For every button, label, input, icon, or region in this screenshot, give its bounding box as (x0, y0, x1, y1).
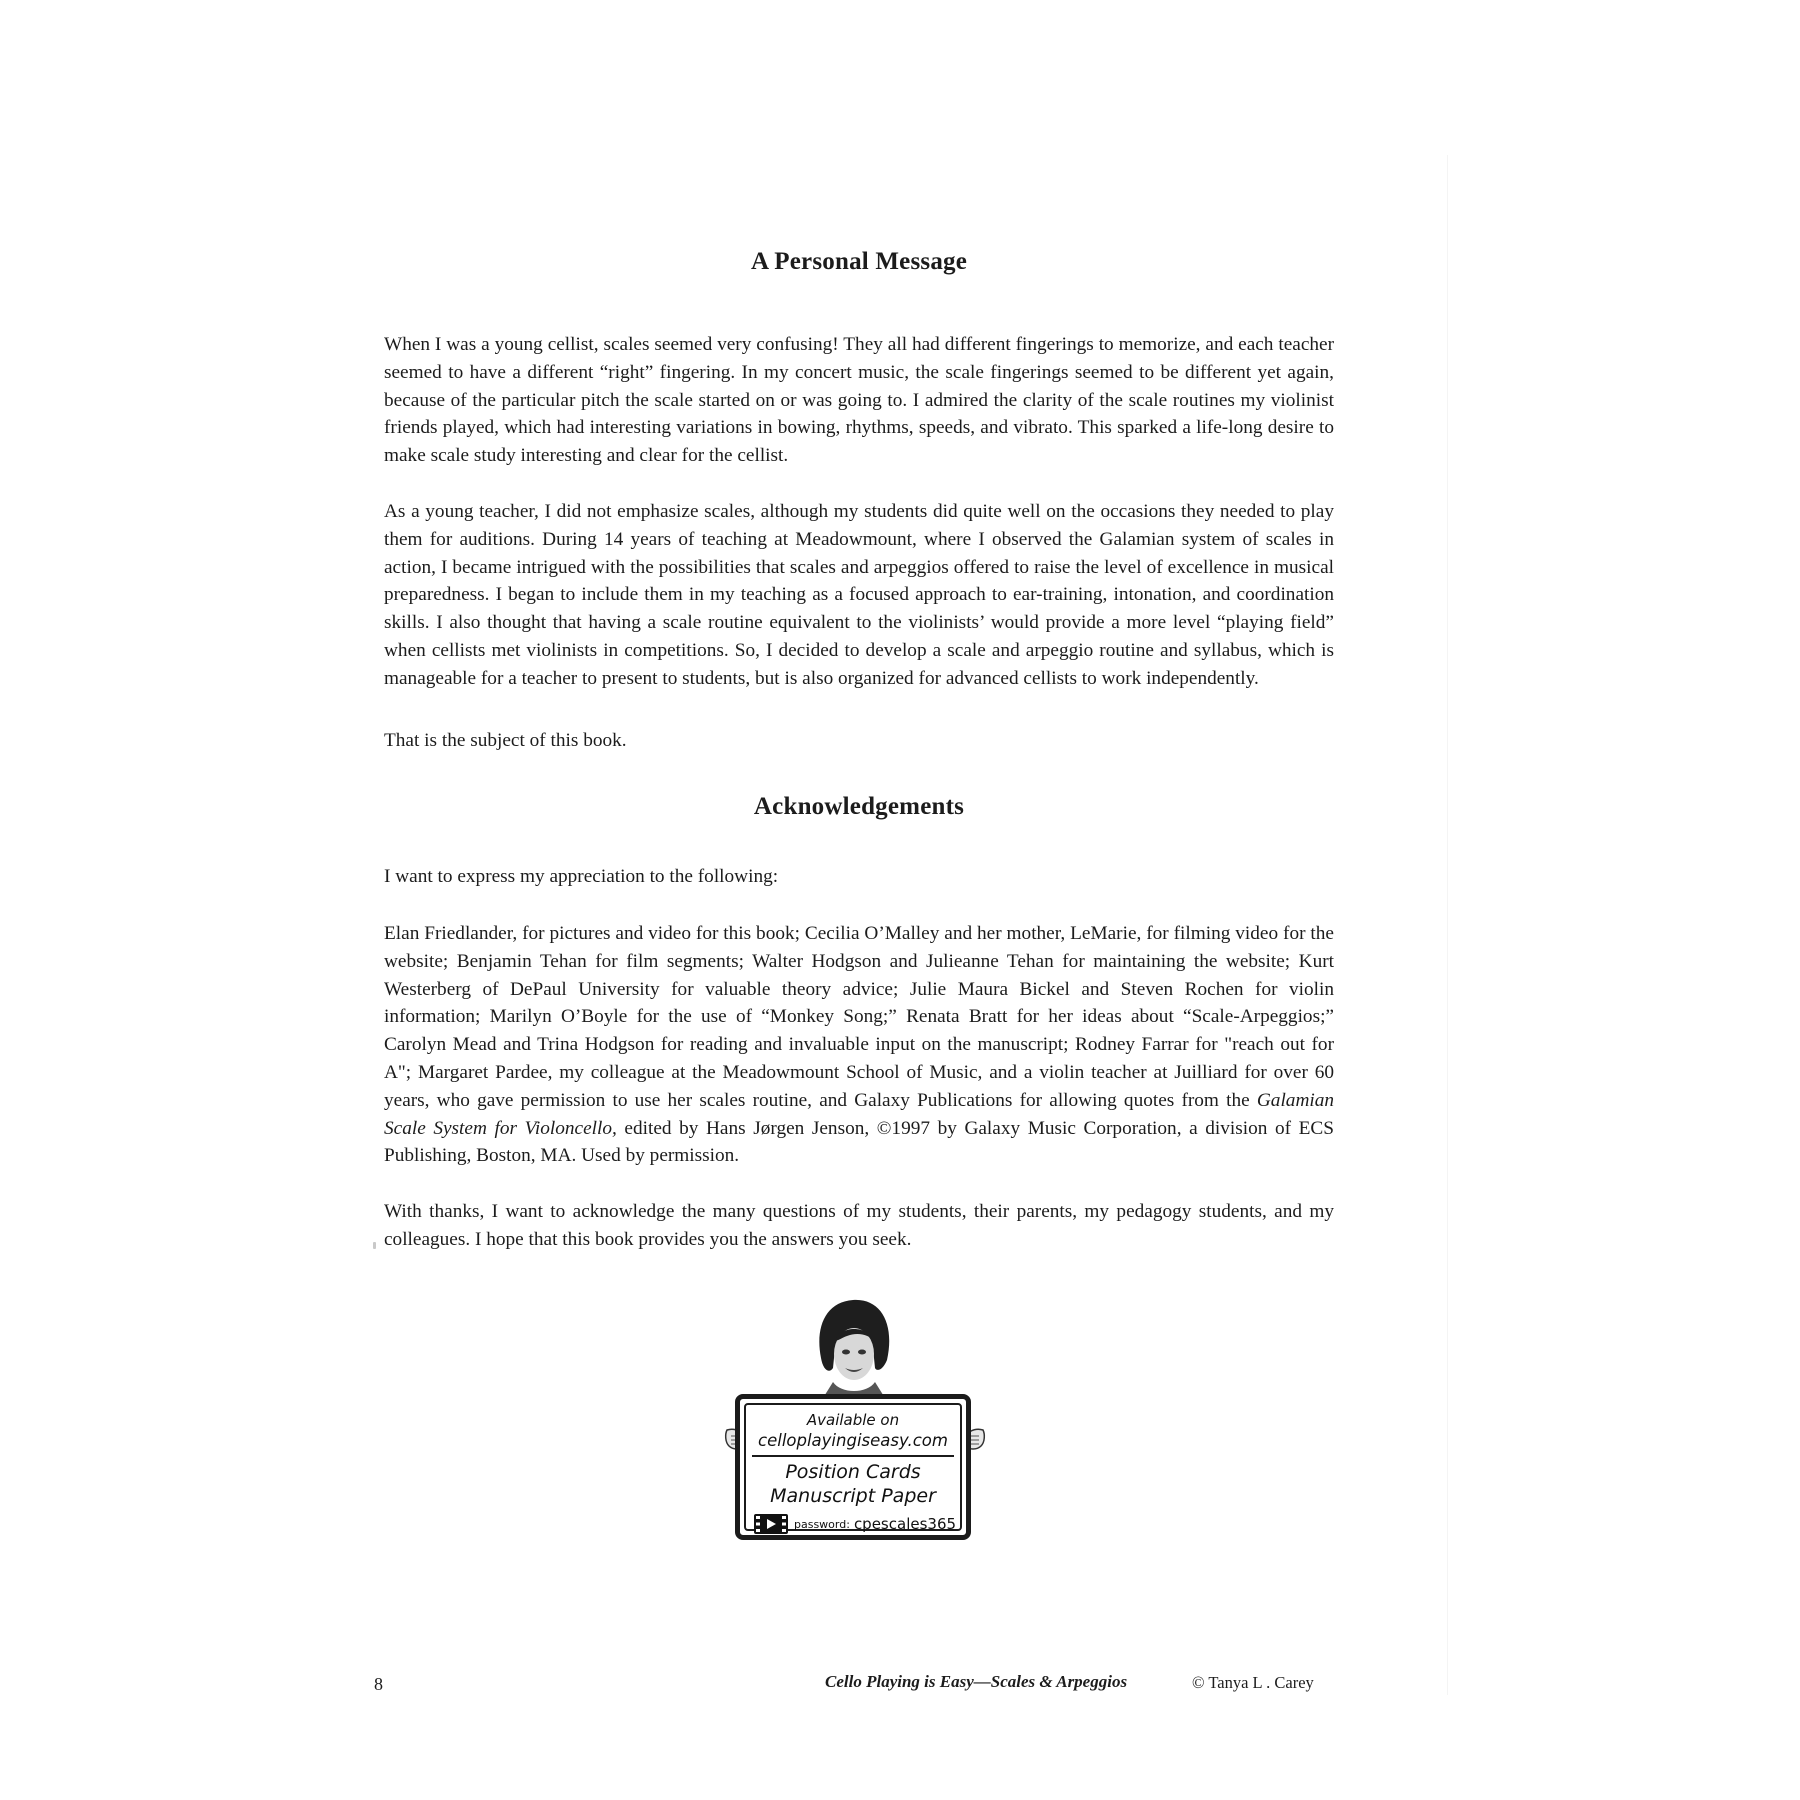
scan-mark (373, 1242, 376, 1249)
personal-message-heading: A Personal Message (750, 248, 968, 275)
acknowledgements-heading: Acknowledgements (753, 793, 965, 820)
galamian-book-title: Galamian Scale System for Violoncello, (384, 1089, 1334, 1139)
website-promo-sign (723, 1298, 988, 1550)
password-label: password: (794, 1517, 850, 1531)
password-row (754, 1513, 964, 1535)
personal-message-paragraph-3: That is the subject of this book. (384, 730, 627, 751)
available-on-text: Available on (806, 1411, 900, 1429)
author-portrait (815, 1298, 893, 1398)
page-edge (1447, 155, 1448, 1695)
sign-divider (752, 1455, 954, 1457)
personal-message-paragraph-2: As a young teacher, I did not emphasize scales, although my students did quite well on the occasions they needed to play them for auditions. During 14 years of teaching at Meadowmount, where I observed the Galamian system of scales in action, I became intrigued with the possibilities that scales and arpeggios offered to raise the level of excellence in musical preparedness. I began to include them in my teaching as a focused approach to ear-training, intonation, and coordination skills. I also thought that having a scale routine equivalent to the violinists’ would provide a more level “playing field” when cellists met violinists in competitions. So, I decided to develop a scale and arpeggio routine and syllabus, which is manageable for a teacher to present to students, but is also organized for advanced cellists to work independently. (384, 501, 1334, 689)
website-link: celloplayingiseasy.com (758, 1431, 948, 1450)
page-number: 8 (374, 1674, 383, 1694)
acknowledgements-closing: With thanks, I want to acknowledge the many questions of my students, their parents, my pedagogy students, and my colleagues. I hope that this book provides you the answers you seek. (384, 1201, 1334, 1250)
footer-copyright: © Tanya L . Carey (1192, 1673, 1314, 1692)
acknowledgements-body-text-1: Elan Friedlander, for pictures and video for this book; Cecilia O’Malley and her mother, LeMarie, for filming video for the website; Benjamin Tehan for film segments; Walter Hodgson and Julieanne Tehan for maintaining the website; Kurt Westerberg of DePaul University for valuable theory advice; Julie Maura Bickel and Steven Rochen for violin information; Marilyn O’Boyle for the use of “Monkey Song;” Renata Bratt for her ideas about “Scale-Arpeggios;” Carolyn Mead and Trina Hodgson for reading and invaluable input on the manuscript; Rodney Farrar for "reach out for A"; Margaret Pardee, my colleague at the Meadowmount School of Music, and a violin teacher at Juilliard for over 60 years, who gave permission to use her scales routine, and Galaxy Publications for allowing quotes from the (384, 923, 1334, 1111)
acknowledgements-intro: I want to express my appreciation to the following: (384, 866, 779, 887)
video-icon (754, 1514, 788, 1534)
position-cards-text: Position Cards (785, 1461, 921, 1483)
promo-board-frame (744, 1403, 962, 1531)
acknowledgements-body-text-2: edited by Hans Jørgen Jenson, ©1997 by Galaxy Music Corporation, a division of ECS Publishing, Boston, MA. Used by permission. (384, 1117, 1334, 1167)
password-value: cpescales365 (853, 1515, 957, 1533)
promo-board (735, 1394, 971, 1540)
personal-message-paragraph-1: When I was a young cellist, scales seemed very confusing! They all had different fingerings to memorize, and each teacher seemed to have a different “right” fingering. In my concert music, the scale fingerings seemed to be different yet again, because of the particular pitch the scale started on or was going to. I admired the clarity of the scale routines my violinist friends played, which had interesting variations in bowing, rhythms, speeds, and vibrato. This sparked a life-long desire to make scale study interesting and clear for the cellist. (384, 334, 1334, 467)
manuscript-paper-text: Manuscript Paper (770, 1485, 936, 1507)
footer-book-title: Cello Playing is Easy—Scales & Arpeggios (825, 1672, 1128, 1691)
acknowledgements-body (384, 920, 1334, 1170)
